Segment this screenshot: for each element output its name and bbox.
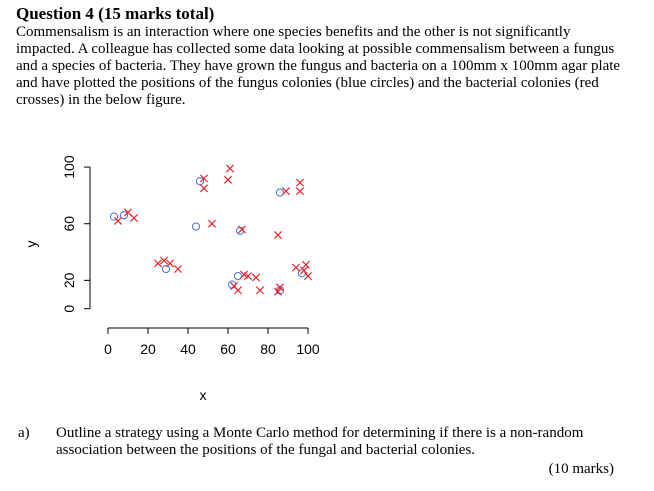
bacteria-colony-point bbox=[226, 165, 233, 172]
bacteria-colony-point bbox=[130, 214, 137, 221]
bacteria-colony-point bbox=[234, 287, 241, 294]
plot-points bbox=[110, 165, 311, 295]
y-tick-label: 20 bbox=[61, 272, 77, 289]
bacteria-colony-point bbox=[296, 188, 303, 195]
bacteria-colony-point bbox=[292, 264, 299, 271]
x-tick-label: 100 bbox=[296, 341, 320, 357]
fungus-colony-point bbox=[162, 265, 169, 272]
x-tick-label: 80 bbox=[260, 341, 276, 357]
plot-axes bbox=[61, 155, 320, 357]
bacteria-colony-point bbox=[238, 226, 245, 233]
bacteria-colony-point bbox=[302, 261, 309, 268]
bacteria-colony-point bbox=[224, 176, 231, 183]
bacteria-colony-point bbox=[174, 265, 181, 272]
fungus-colony-point bbox=[192, 223, 199, 230]
bacteria-colony-point bbox=[274, 231, 281, 238]
bacteria-colony-point bbox=[252, 274, 259, 281]
fungus-colony-point bbox=[196, 178, 203, 185]
bacteria-colony-point bbox=[300, 267, 307, 274]
y-tick-label: 0 bbox=[61, 304, 77, 313]
question-title: Question 4 (15 marks total) bbox=[16, 4, 215, 23]
part-a-text: Outline a strategy using a Monte Carlo method for determining if there is a non-random association between the positions of the fungal and bacterial colonies. bbox=[56, 425, 584, 458]
scatter-plot bbox=[0, 140, 654, 410]
fungus-colony-point bbox=[276, 189, 283, 196]
y-tick-label: 100 bbox=[61, 155, 77, 179]
question-intro: Commensalism is an interaction where one species benefits and the other is not significantly impacted. A colleague has collected some data looking at possible commensalism between a fungus and a species of bacteria. They have grown the fungus and bacteria on a 100mm x 100mm agar plate and have plotted the positions of the fungus colonies (blue circles) and the bacterial colonies (red crosses) in the below figure. bbox=[16, 24, 621, 108]
x-tick-label: 60 bbox=[220, 341, 236, 357]
x-tick-label: 0 bbox=[104, 341, 112, 357]
x-tick-label: 20 bbox=[140, 341, 156, 357]
bacteria-colony-point bbox=[208, 220, 215, 227]
x-axis-label: x bbox=[199, 387, 207, 403]
bacteria-colony-point bbox=[304, 273, 311, 280]
x-tick-label: 40 bbox=[180, 341, 196, 357]
bacteria-colony-point bbox=[114, 217, 121, 224]
part-a-label: a) bbox=[18, 425, 30, 441]
y-axis-label: y bbox=[23, 240, 39, 248]
part-a-marks: (10 marks) bbox=[548, 461, 614, 477]
bacteria-colony-point bbox=[296, 179, 303, 186]
y-tick-label: 60 bbox=[61, 215, 77, 232]
fungus-colony-point bbox=[234, 273, 241, 280]
bacteria-colony-point bbox=[200, 185, 207, 192]
bacteria-colony-point bbox=[256, 287, 263, 294]
